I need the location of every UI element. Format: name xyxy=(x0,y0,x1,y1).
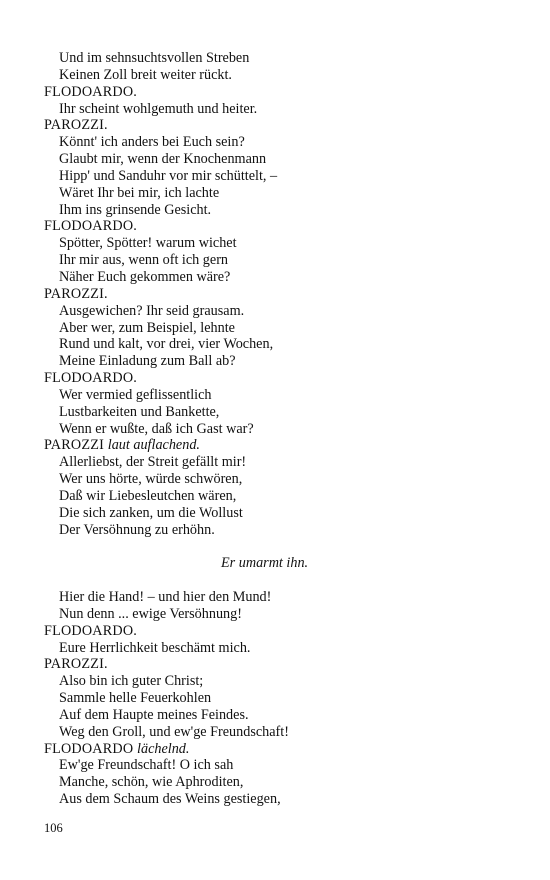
verse-line: Hier die Hand! – und hier den Mund! xyxy=(59,589,272,605)
verse-line: Näher Euch gekommen wäre? xyxy=(59,268,231,285)
verse-line: Wenn er wußte, daß ich Gast war? xyxy=(59,420,254,437)
speaker-label: FLODOARDO xyxy=(44,740,134,757)
speaker-label: PAROZZI. xyxy=(44,656,108,673)
verse-line: Könnt' ich anders bei Euch sein? xyxy=(59,134,245,151)
page-number: 106 xyxy=(44,821,63,835)
verse-line: Wer uns hörte, würde schwören, xyxy=(59,471,243,488)
stage-direction-inline: lächelnd. xyxy=(137,740,190,757)
verse-line: Ihm ins grinsende Gesicht. xyxy=(59,201,212,218)
verse-line: Hipp' und Sanduhr vor mir schüttelt, – xyxy=(59,167,278,184)
stage-direction-inline: laut auflachend. xyxy=(107,437,200,454)
speaker-name xyxy=(44,656,524,673)
speaker-label: FLODOARDO. xyxy=(44,83,138,100)
speaker-label: FLODOARDO. xyxy=(44,370,138,387)
speaker-label: PAROZZI. xyxy=(44,117,108,134)
speaker-label: FLODOARDO. xyxy=(44,218,138,235)
speaker-name xyxy=(44,623,524,640)
verse-line: Wer vermied geflissentlich xyxy=(59,386,212,403)
speaker-name xyxy=(44,370,524,387)
verse-line: Wäret Ihr bei mir, ich lachte xyxy=(59,184,220,201)
verse-line: Ihr scheint wohlgemuth und heiter. xyxy=(59,100,258,117)
stage-direction: Er umarmt ihn. xyxy=(221,555,309,572)
verse-line: Die sich zanken, um die Wollust xyxy=(59,504,243,521)
verse-line: Meine Einladung zum Ball ab? xyxy=(59,353,236,370)
verse-line: Der Versöhnung zu erhöhn. xyxy=(59,521,215,538)
verse-line: Manche, schön, wie Aphroditen, xyxy=(59,774,244,791)
speaker-label: PAROZZI xyxy=(44,437,104,454)
verse-line: Allerliebst, der Streit gefällt mir! xyxy=(59,454,247,471)
speaker-label: FLODOARDO. xyxy=(44,622,138,639)
speaker-name xyxy=(44,741,524,758)
verse-line: Weg den Groll, und ew'ge Freundschaft! xyxy=(59,723,289,740)
verse-line: Glaubt mir, wenn der Knochenmann xyxy=(59,151,267,168)
speaker-label: PAROZZI. xyxy=(44,285,108,302)
verse-line: Keinen Zoll breit weiter rückt. xyxy=(59,66,232,83)
speaker-name xyxy=(44,117,524,134)
verse-line: Aber wer, zum Beispiel, lehnte xyxy=(59,319,235,336)
verse-line: Nun denn ... ewige Versöhnung! xyxy=(59,605,242,622)
verse-line: Auf dem Haupte meines Feindes. xyxy=(59,706,249,723)
verse-line: Und im sehnsuchtsvollen Streben xyxy=(59,50,250,66)
blank-line xyxy=(44,572,524,589)
verse-line: Spötter, Spötter! warum wichet xyxy=(59,235,237,252)
blank-line xyxy=(44,538,524,555)
verse-line: Ew'ge Freundschaft! O ich sah xyxy=(59,757,234,774)
verse-line: Ausgewichen? Ihr seid grausam. xyxy=(59,302,245,319)
speaker-name xyxy=(44,437,524,454)
play-text xyxy=(44,50,524,808)
verse-line: Also bin ich guter Christ; xyxy=(59,673,204,690)
verse-line: Ihr mir aus, wenn oft ich gern xyxy=(59,252,229,269)
verse-line: Sammle helle Feuerkohlen xyxy=(59,690,212,707)
verse-line: Rund und kalt, vor drei, vier Wochen, xyxy=(59,336,274,353)
verse-line: Eure Herrlichkeit beschämt mich. xyxy=(59,639,251,656)
speaker-name xyxy=(44,218,524,235)
verse-line: Daß wir Liebesleutchen wären, xyxy=(59,487,237,504)
speaker-name xyxy=(44,286,524,303)
verse-line: Aus dem Schaum des Weins gestiegen, xyxy=(59,791,281,808)
verse-line: Lustbarkeiten und Bankette, xyxy=(59,403,220,420)
speaker-name xyxy=(44,84,524,101)
